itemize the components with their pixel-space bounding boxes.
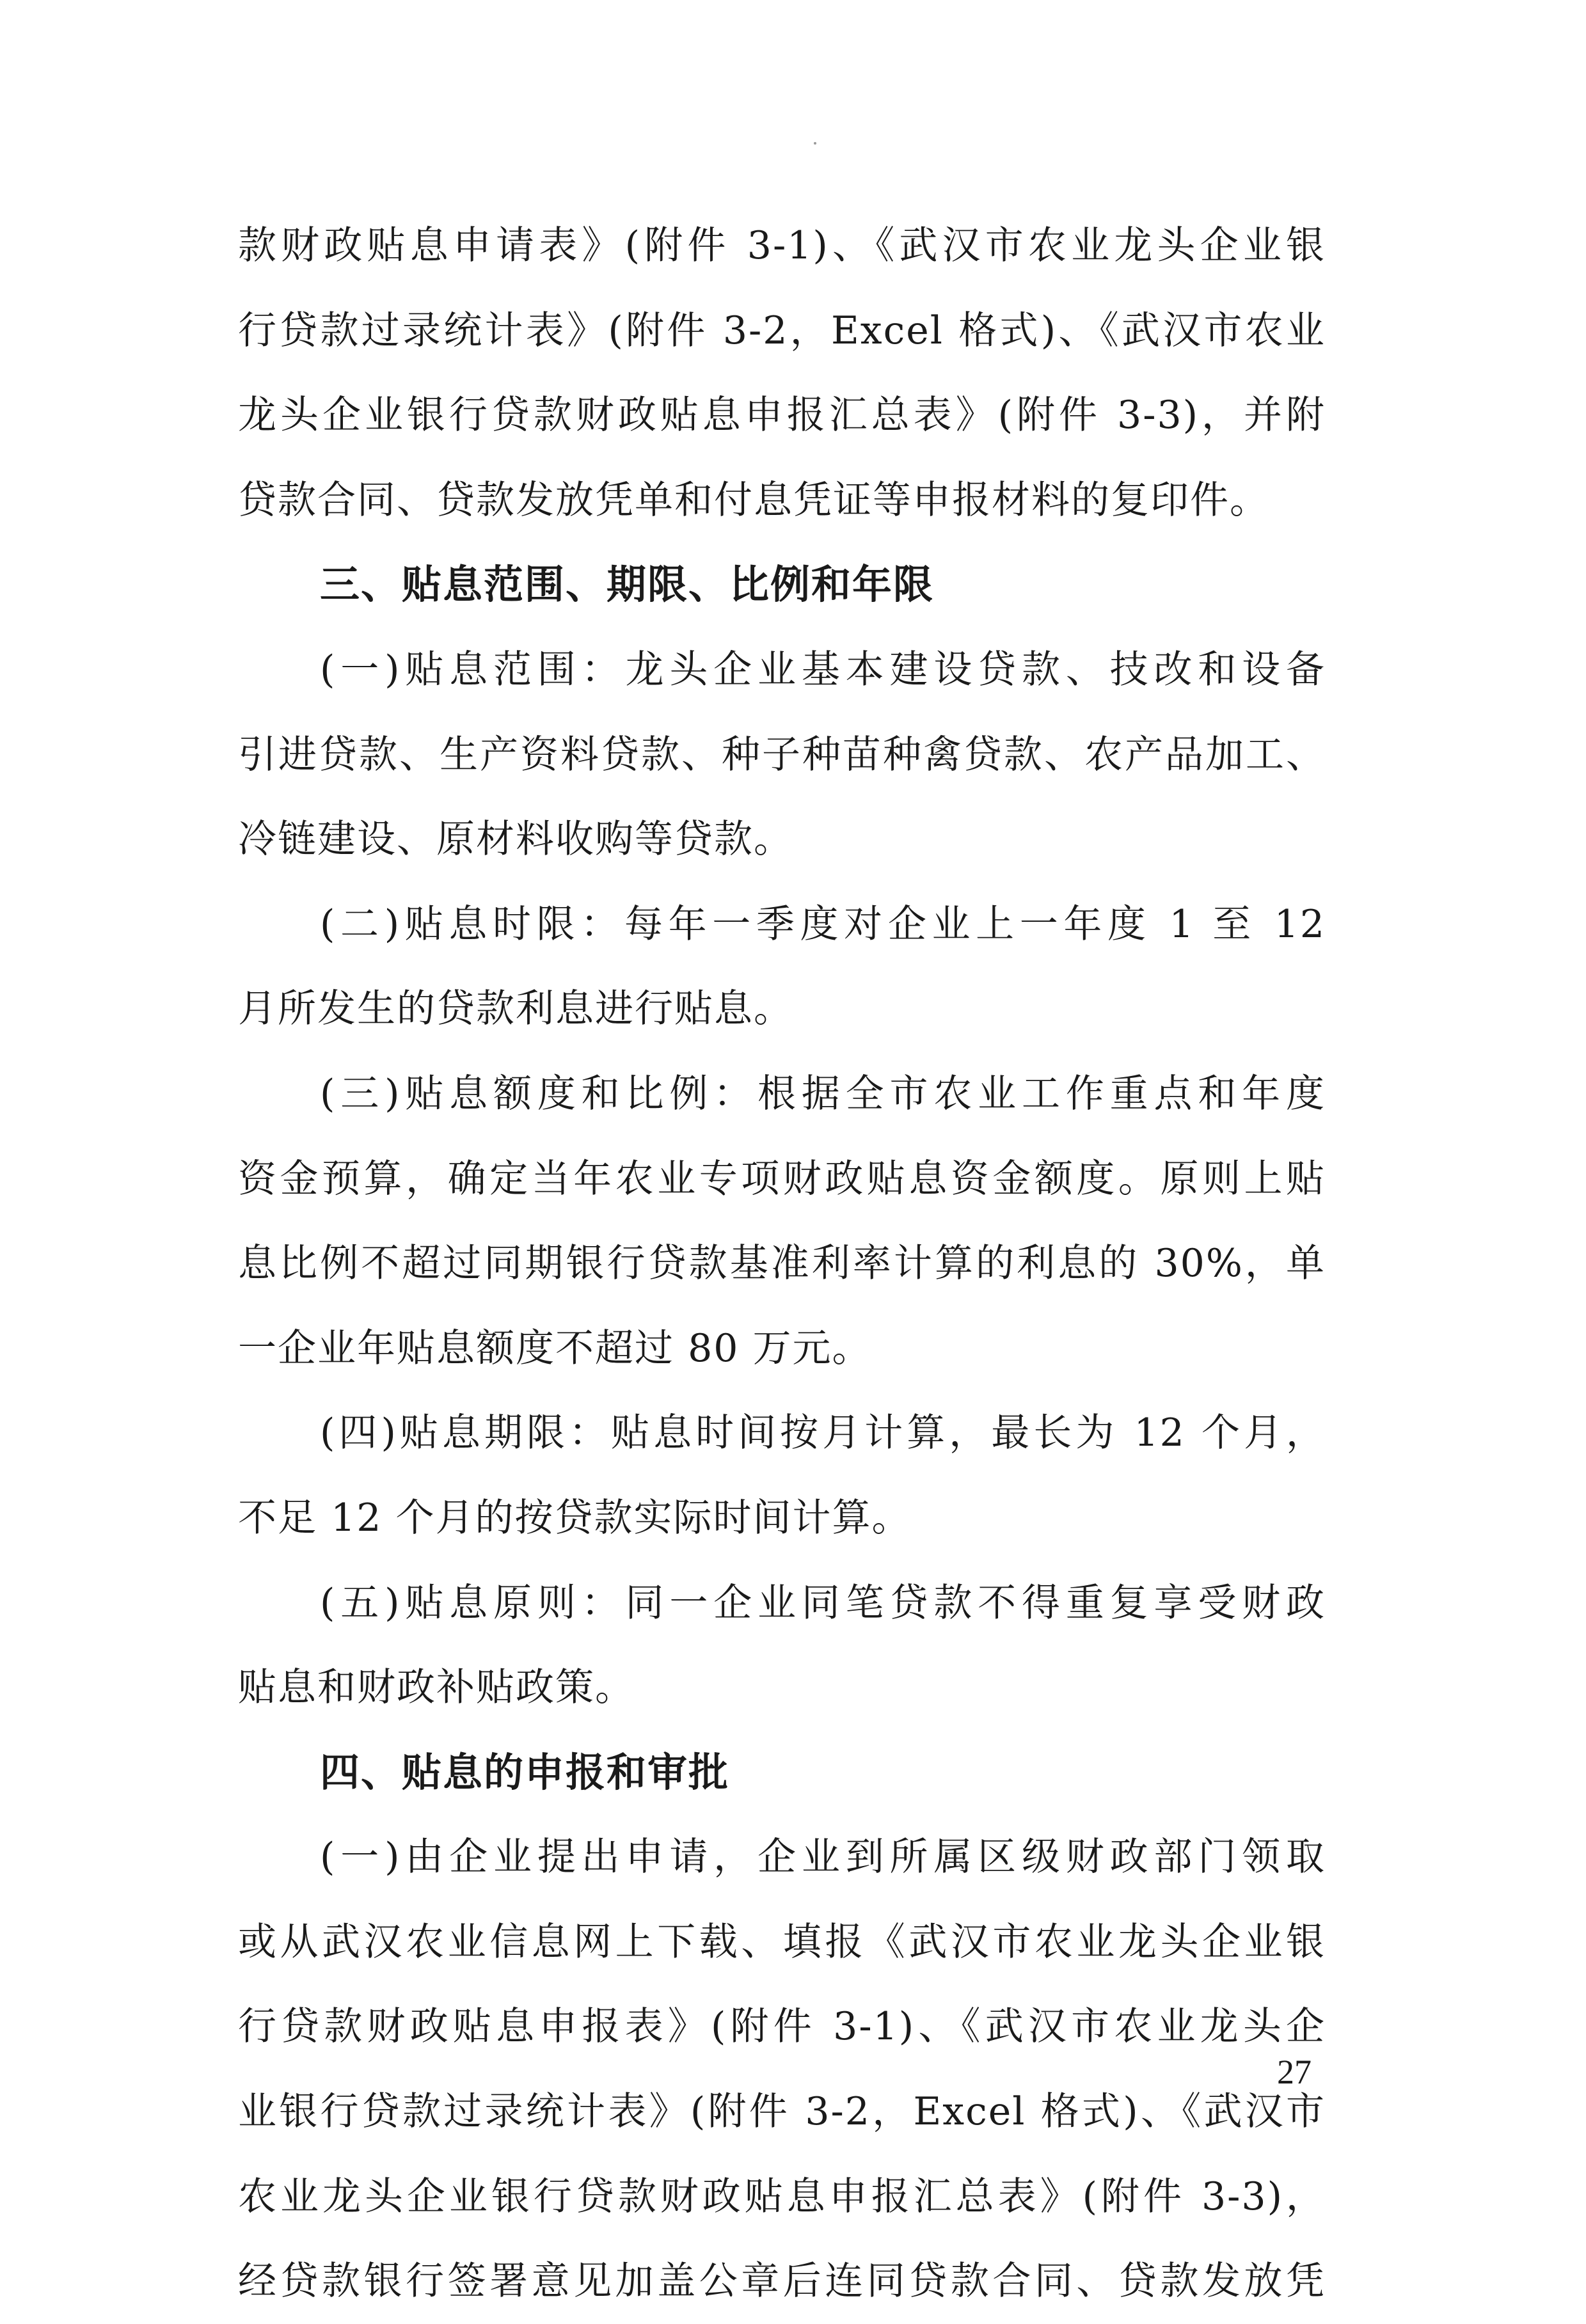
- paragraph-first-line: (四)贴息期限：贴息时间按月计算，最长为 12 个月，: [320, 1411, 1326, 1456]
- paragraph-first-line: (二)贴息时限：每年一季度对企业上一年度 1 至 12: [320, 901, 1326, 947]
- body-line: 一企业年贴息额度不超过 80 万元。: [238, 1325, 872, 1371]
- body-line: 款财政贴息申请表》(附件 3-1)、《武汉市农业龙头企业银: [238, 223, 1326, 268]
- body-line: 引进贷款、生产资料贷款、种子种苗种禽贷款、农产品加工、: [238, 732, 1326, 777]
- body-line: 或从武汉农业信息网上下载、填报《武汉市农业龙头企业银: [238, 1919, 1326, 1964]
- paragraph-first-line: (五)贴息原则：同一企业同笔贷款不得重复享受财政: [320, 1580, 1326, 1625]
- body-line: 月所发生的贷款利息进行贴息。: [238, 986, 793, 1032]
- body-line: 贷款合同、贷款发放凭单和付息凭证等申报材料的复印件。: [238, 477, 1269, 523]
- body-line: 资金预算，确定当年农业专项财政贴息资金额度。原则上贴: [238, 1156, 1326, 1201]
- body-line: 业银行贷款过录统计表》(附件 3-2，Excel 格式)、《武汉市: [238, 2089, 1326, 2135]
- body-line: 不足 12 个月的按贷款实际时间计算。: [238, 1495, 912, 1540]
- document-body: [238, 203, 1326, 2324]
- page-number: 27: [1277, 2053, 1312, 2091]
- paragraph-first-line: (一)贴息范围：龙头企业基本建设贷款、技改和设备: [320, 647, 1326, 692]
- body-line: 行贷款财政贴息申报表》(附件 3-1)、《武汉市农业龙头企: [238, 2004, 1326, 2050]
- body-line: 冷链建设、原材料收购等贷款。: [238, 817, 793, 862]
- scan-speck: [814, 142, 816, 145]
- paragraph-first-line: (三)贴息额度和比例：根据全市农业工作重点和年度: [320, 1071, 1326, 1116]
- body-line: 农业龙头企业银行贷款财政贴息申报汇总表》(附件 3-3)，: [238, 2174, 1326, 2219]
- section-heading-3: 三、贴息范围、期限、比例和年限: [320, 561, 935, 608]
- body-line: 息比例不超过同期银行贷款基准利率计算的利息的 30%，单: [238, 1241, 1326, 1286]
- body-line: 经贷款银行签署意见加盖公章后连同贷款合同、贷款发放凭: [238, 2259, 1326, 2304]
- body-line: 龙头企业银行贷款财政贴息申报汇总表》(附件 3-3)，并附: [238, 393, 1326, 438]
- body-line: 行贷款过录统计表》(附件 3-2，Excel 格式)、《武汉市农业: [238, 308, 1326, 353]
- section-heading-4: 四、贴息的申报和审批: [320, 1748, 730, 1796]
- paragraph-first-line: (一)由企业提出申请，企业到所属区级财政部门领取: [320, 1835, 1326, 1880]
- body-line: 贴息和财政补贴政策。: [238, 1665, 635, 1711]
